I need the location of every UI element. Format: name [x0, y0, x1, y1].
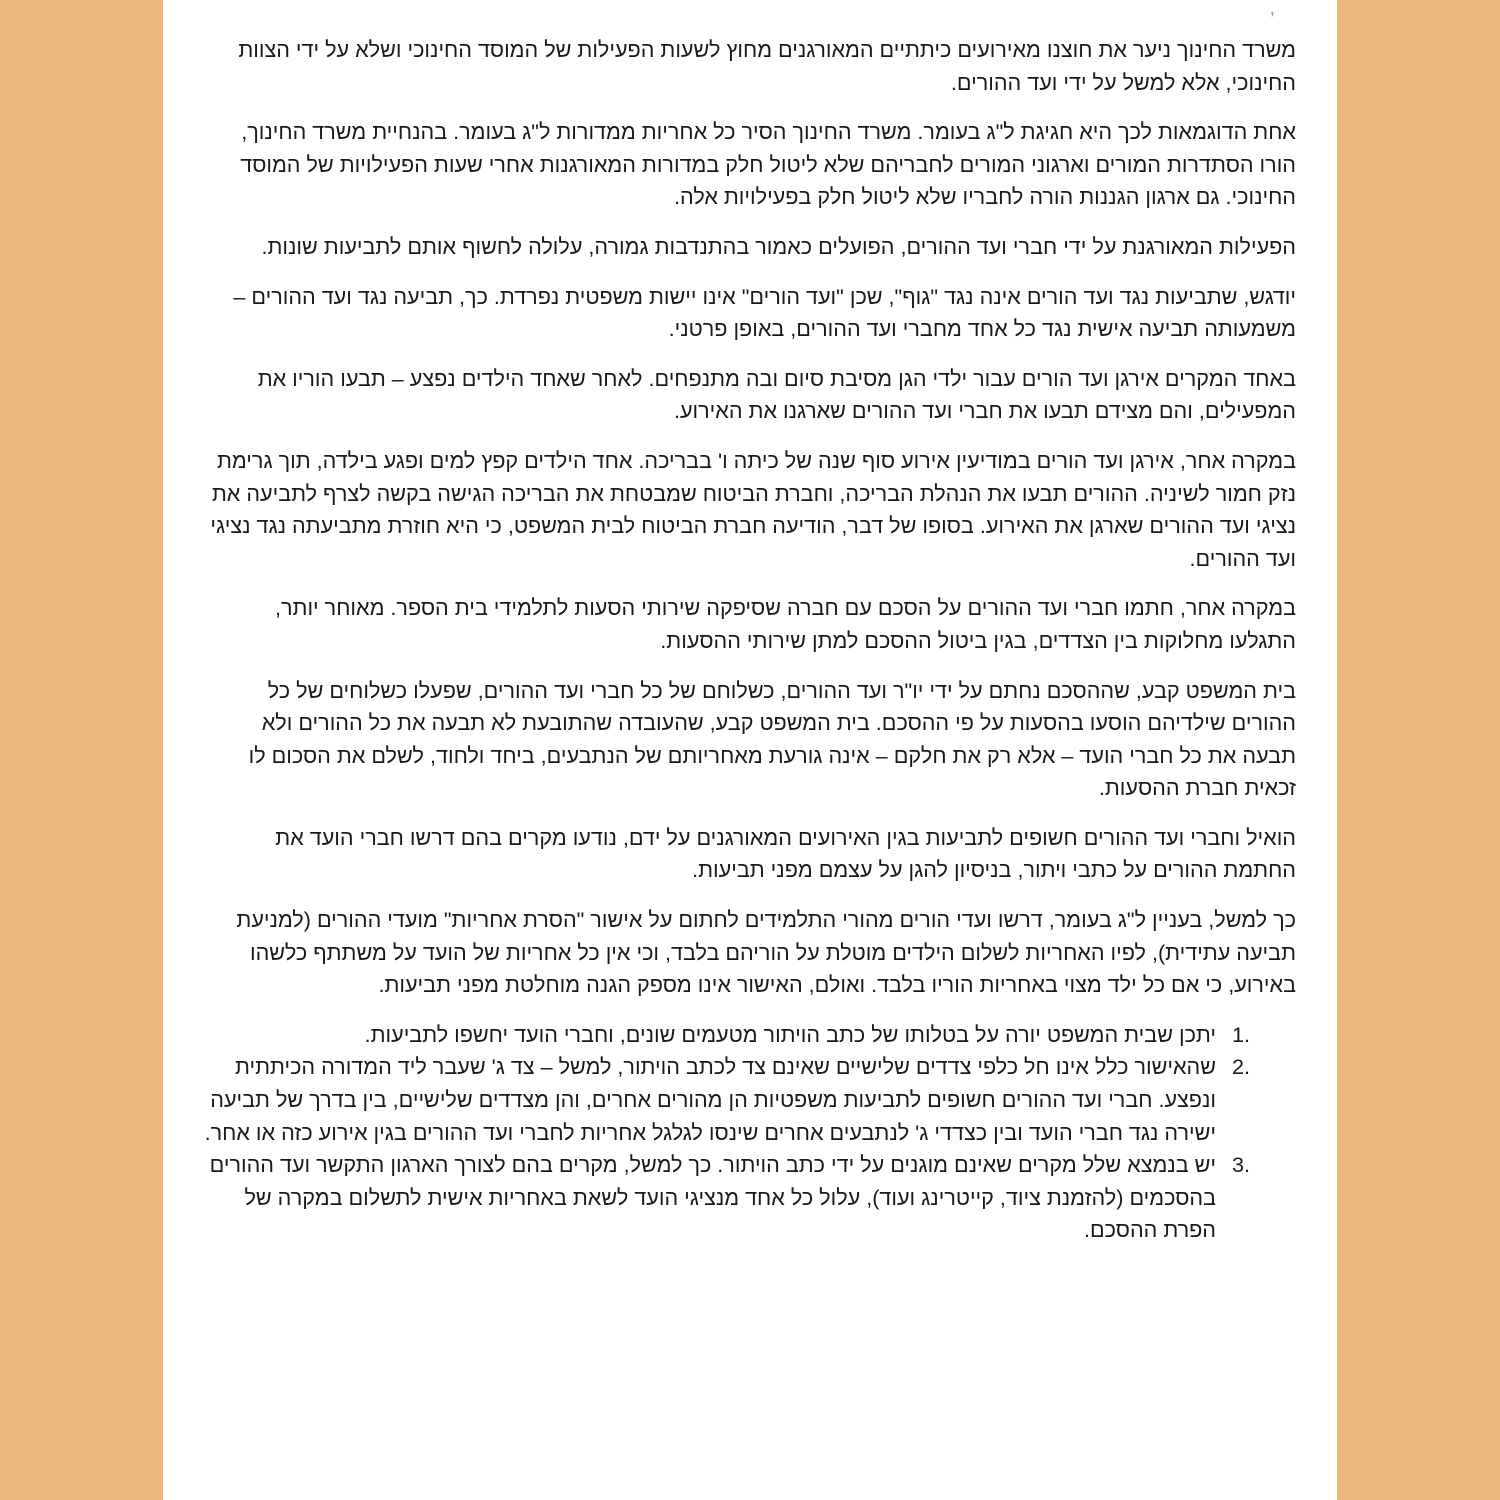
paragraph-4: יודגש, שתביעות נגד ועד הורים אינה נגד "גוף", שכן "ועד הורים" אינו יישות משפטית נפרדת. כך, תביעה נגד ועד ההורים – משמעותה תביעה אישית נגד כל אחד מחברי ועד ההורים, באופן פרטני. — [233, 283, 1296, 342]
list-item-text: יש בנמצא שלל מקרים שאינם מוגנים על ידי כתב הויתור. כך למשל, מקרים בהם לצורך הארגון התקשר ועד ההורים בהסכמים (להזמנת ציוד, קייטרינג ועוד), עלול כל אחד מנציגי הועד לשאת באחריות אישית לתשלום במקרה של הפרת ההסכם. — [209, 1152, 1216, 1243]
paragraph-10: כך למשל, בעניין ל"ג בעומר, דרשו ועדי הורים מהורי התלמידים לחתום על אישור "הסרת אחריות" מועדי ההורים (למניעת תביעה עתידית), לפיו האחריות לשלום הילדים מוטלת על הוריהם בלבד, וכי אין כל אחריות של הועד על משתתף כלשהו באירוע, כי אם כל ילד מצוי באחריות הוריו בלבד. ואולם, האישור אינו מספק הגנה מוחלטת מפני תביעות. — [236, 907, 1296, 998]
list-item-text: יתכן שבית המשפט יורה על בטלותו של כתב הויתור מטעמים שונים, וחברי הועד יחשפו לתביעות. — [364, 1021, 1216, 1047]
document-body — [203, 34, 1296, 1247]
list-item-number: 2. — [1232, 1054, 1251, 1080]
list-item — [203, 1051, 1296, 1149]
numbered-list — [203, 1019, 1296, 1247]
list-item-number: 3. — [1232, 1152, 1251, 1178]
list-item — [203, 1019, 1296, 1052]
paragraph-7: במקרה אחר, חתמו חברי ועד ההורים על הסכם עם חברה שסיפקה שירותי הסעות לתלמידי בית הספר. מאוחר יותר, התגלעו מחלוקות בין הצדדים, בגין ביטול ההסכם למתן שירותי ההסעות. — [274, 595, 1296, 653]
corner-mark: , — [1269, 0, 1275, 19]
paragraph-9: הואיל וחברי ועד ההורים חשופים לתביעות בגין האירועים המאורגנים על ידם, נודעו מקרים בהם דרשו חברי הועד את החתמת ההורים על כתבי ויתור, בניסיון להגן על עצמם מפני תביעות. — [275, 824, 1296, 883]
list-item-text: שהאישור כלל אינו חל כלפי צדדים שלישיים שאינם צד לכתב הויתור, למשל – צד ג' שעבר ליד המדורה הכיתתית ונפצע. חברי ועד ההורים חשופים לתביעות משפטיות הן מהורים אחרים, והן מצדדים שלישיים, בין בדרך של תביעה ישירה נגד חברי הועד ובין כצדדי ג' לנתבעים אחרים שינסו לגלגל אחריות לחברי ועד ההורים בגין אירוע כזה או אחר. — [204, 1054, 1216, 1145]
list-item-number: 1. — [1232, 1021, 1251, 1047]
list-item — [203, 1149, 1296, 1247]
paragraph-3: הפעילות המאורגנת על ידי חברי ועד ההורים, הפועלים כאמור בהתנדבות גמורה, עלולה לחשוף אותם לתביעות שונות. — [261, 233, 1296, 259]
paragraph-1: משרד החינוך ניער את חוצנו מאירועים כיתתיים המאורגנים מחוץ לשעות הפעילות של המוסד החינוכי ושלא על ידי הצוות החינוכי, אלא למשל על ידי ועד ההורים. — [238, 37, 1296, 95]
paragraph-6: במקרה אחר, אירגן ועד הורים במודיעין אירוע סוף שנה של כיתה ו' בבריכה. אחד הילדים קפץ למים ופגע בילדה, תוך גרימת נזק חמור לשיניה. ההורים תבעו את הנהלת הבריכה, וחברת הביטוח שמבטחת את הבריכה הגישה בקשה לצרף לתביעה את נציגי ועד ההורים שארגן את האירוע. בסופו של דבר, הודיעה חברת הביטוח לבית המשפט, כי היא חוזרת מתביעתה נגד נציגי ועד ההורים. — [210, 447, 1296, 571]
paragraph-2: אחת הדוגמאות לכך היא חגיגת ל"ג בעומר. משרד החינוך הסיר כל אחריות ממדורות ל"ג בעומר. בהנחיית משרד החינוך, הורו הסתדרות המורים וארגוני המורים לחבריהם שלא ליטול חלק במדורות המאורגנות אחרי שעות הפעילויות של המוסד החינוכי. גם ארגון הגננות הורה לחבריו שלא ליטול חלק בפעילויות אלה. — [240, 119, 1296, 210]
document-page — [163, 0, 1337, 1500]
paragraph-5: באחד המקרים אירגן ועד הורים עבור ילדי הגן מסיבת סיום ובה מתנפחים. לאחר שאחד הילדים נפצע – תבעו הוריו את המפעילים, והם מצידם תבעו את חברי ועד ההורים שארגנו את האירוע. — [257, 365, 1296, 424]
paragraph-8: בית המשפט קבע, שההסכם נחתם על ידי יו"ר ועד ההורים, כשלוחם של כל חברי ועד ההורים, שפעלו כשלוחים של כל ההורים שילדיהם הוסעו בהסעות על פי ההסכם. בית המשפט קבע, שהעובדה שהתובעת לא תבעה את כל ההורים ולא תבעה את כל חברי הועד – אלא רק את חלקם – אינה גורעת מאחריותם של הנתבעים, ביחד ולחוד, לשלם את הסכום לו זכאית חברת ההסעות. — [248, 677, 1296, 801]
